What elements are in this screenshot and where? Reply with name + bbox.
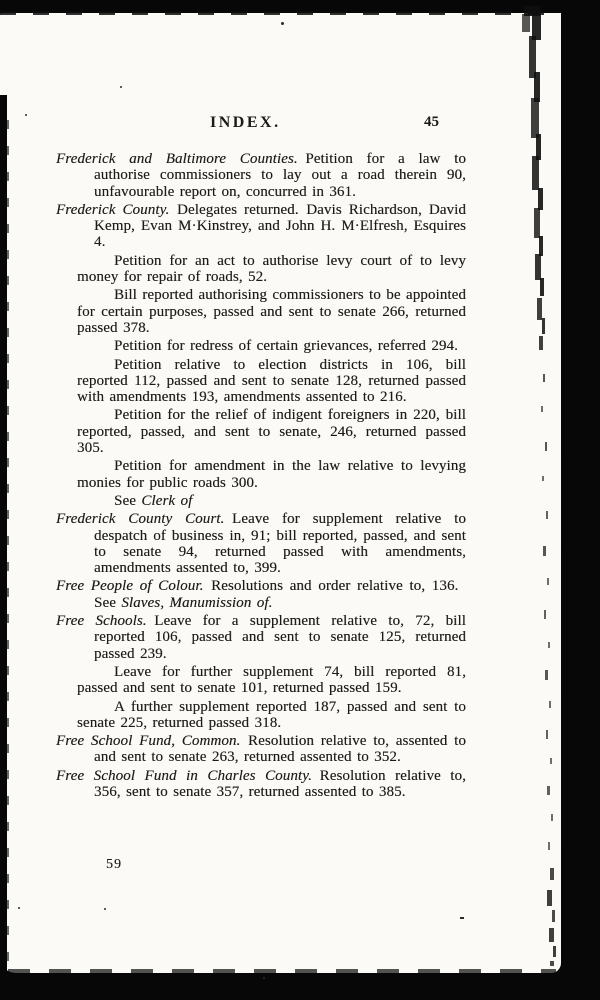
index-entry-text: Leave for supplement relative to despatch of business in, 91; bill reported, passed, and sent to senate 94, returned passed with amendments, amendments assented to, 399. <box>94 511 466 577</box>
index-entry-term: Free School Fund, Common. <box>56 733 241 750</box>
index-entry <box>56 664 466 697</box>
index-entry <box>56 733 466 766</box>
index-entries <box>56 151 466 802</box>
index-entry <box>56 151 466 200</box>
ink-speck <box>25 114 27 116</box>
index-entry-text: Bill reported authorising commissioners to be appointed for certain purposes, passed and sent to senate 266, returned passed 378. <box>77 287 466 336</box>
index-entry-text: Petition for redress of certain grievances, referred 294. <box>114 338 458 355</box>
scan-band-right <box>556 0 600 1000</box>
index-entry-term: Free People of Colour. <box>56 578 204 595</box>
page-title: INDEX. <box>210 114 281 131</box>
index-entry-text: Leave for further supplement 74, bill reported 81, passed and sent to senate 101, returned passed 159. <box>77 663 466 697</box>
index-entry-term: Free School Fund in Charles County. <box>56 767 312 784</box>
index-entry-text: Petition for a law to authorise commissioners to lay out a road therein 90, unfavourable report on, concurred in 361. <box>94 151 467 200</box>
index-entry-term: Clerk of <box>141 492 193 509</box>
index-entry-text: Leave for a supplement relative to, 72, bill reported 106, passed and sent to senate 125, returned passed 239. <box>94 613 466 662</box>
index-entry <box>56 357 466 406</box>
scan-edge-top <box>0 11 561 15</box>
index-entry-text: A further supplement reported 187, passed and sent to senate 225, returned passed 318. <box>77 698 466 731</box>
index-entry-text: Petition for the relief of indigent foreigners in 220, bill reported, passed, and sent to senate, 246, returned passed 305. <box>77 407 466 457</box>
index-entry <box>56 768 466 801</box>
ink-speck <box>263 977 265 979</box>
index-entry <box>56 202 466 251</box>
ink-speck <box>460 917 464 919</box>
index-entry <box>56 407 466 456</box>
ink-speck <box>120 86 122 88</box>
index-entry <box>56 578 466 611</box>
index-entry <box>56 493 466 509</box>
index-entry <box>56 699 466 732</box>
index-entry-text: See <box>114 492 142 509</box>
ink-speck <box>104 908 106 910</box>
signature-mark: 59 <box>106 857 122 872</box>
index-entry <box>56 338 466 354</box>
index-entry-text: Petition for an act to authorise levy court of to levy money for repair of roads, 52. <box>77 252 466 286</box>
index-entry <box>56 287 466 336</box>
index-entry-term: Slaves, Manumission of. <box>121 594 273 611</box>
index-entry-term: Frederick County. <box>56 201 170 218</box>
index-entry-term: Frederick County Court. <box>56 511 225 528</box>
index-entry-text: Resolutions and order relative to, 136. See <box>94 578 466 611</box>
index-entry <box>56 253 466 286</box>
index-entry-term: Frederick and Baltimore Counties. <box>56 151 298 167</box>
index-entry-text: Delegates returned. Davis Richardson, David Kemp, Evan M·Kinstrey, and John H. M·Elfresh, Esquires 4. <box>94 201 466 251</box>
page-number: 45 <box>424 114 439 130</box>
ink-speck <box>281 22 284 25</box>
index-entry-text: Resolution relative to, assented to and sent to senate 263, returned assented to 352. <box>94 733 466 766</box>
binding-shadow-left-ragged <box>6 120 9 970</box>
index-entry-term: Free Schools. <box>56 613 147 630</box>
scan-edge-bottom <box>8 969 556 973</box>
gutter-streak-artifact <box>522 6 558 966</box>
index-entry <box>56 613 466 662</box>
index-entry <box>56 511 466 576</box>
index-entry-text: Petition relative to election districts in 106, bill reported 112, passed and sent to senate 128, returned passed with amendments 193, amendments assented to 216. <box>77 356 466 406</box>
index-entry-text: Resolution relative to, 356, sent to senate 357, returned assented to 385. <box>94 767 466 800</box>
index-entry-text: Petition for amendment in the law relative to levying monies for public roads 300. <box>77 458 466 491</box>
ink-speck <box>18 907 20 909</box>
index-entry <box>56 458 466 491</box>
